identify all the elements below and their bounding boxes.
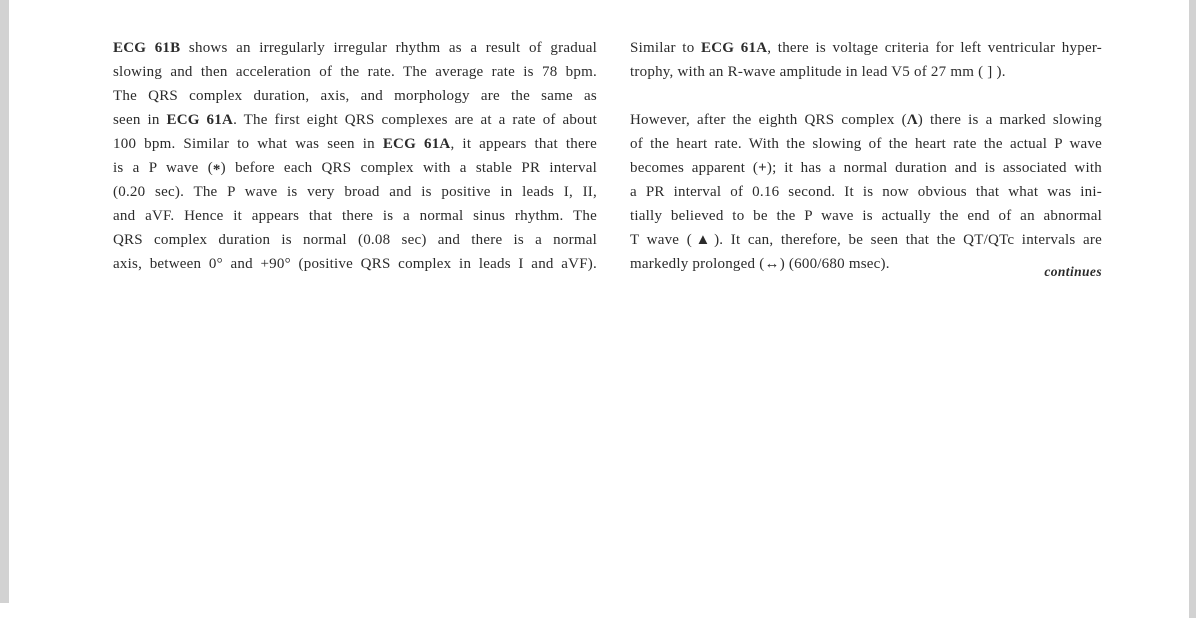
text-line — [113, 228, 597, 252]
text-segment: QRS complex duration is normal (0.08 sec) and there is a normal — [113, 232, 597, 248]
text-segment: trophy, with an R-wave amplitude in lead V5 of 27 mm ( ] ). — [630, 64, 1006, 80]
right-column — [630, 36, 1102, 300]
text-segment: ECG 61B — [113, 40, 181, 56]
text-segment: However, after the eighth QRS complex ( — [630, 112, 907, 128]
text-line — [113, 36, 597, 60]
text-line — [630, 228, 1102, 252]
text-segment: . The first eight QRS complexes are at a rate of about — [233, 112, 597, 128]
text-line — [113, 132, 597, 156]
text-segment: The QRS complex duration, axis, and morphology are the same as — [113, 88, 597, 104]
text-segment: ) there is a marked slowing — [917, 112, 1102, 128]
text-line — [113, 204, 597, 228]
text-line — [113, 108, 597, 132]
text-segment: ▲ — [691, 232, 715, 248]
text-line — [113, 156, 597, 180]
text-segment: , there is voltage criteria for left ventricular hyper- — [767, 40, 1102, 56]
text-segment: of the heart rate. With the slowing of the heart rate the actual P wave — [630, 136, 1102, 152]
text-line — [630, 204, 1102, 228]
text-segment: and aVF. Hence it appears that there is a normal sinus rhythm. The — [113, 208, 597, 224]
text-segment: tially believed to be the P wave is actually the end of an abnormal — [630, 208, 1102, 224]
page-scan-edge-right — [1189, 0, 1196, 618]
text-segment: ); it has a normal duration and is associated with — [766, 160, 1102, 176]
text-segment: Λ — [906, 112, 918, 128]
text-segment: ECG 61A — [701, 40, 768, 56]
text-segment: T wave ( — [630, 232, 692, 248]
text-line — [113, 84, 597, 108]
text-segment: axis, between 0° and +90° (positive QRS complex in leads I and aVF). — [113, 256, 597, 272]
text-line — [113, 252, 597, 276]
text-segment: ECG 61A — [382, 136, 451, 152]
text-segment: , it appears that there — [450, 136, 597, 152]
text-segment: ECG 61A — [166, 112, 234, 128]
left-column — [113, 36, 597, 276]
text-line — [630, 108, 1102, 132]
text-segment: Similar to — [630, 40, 701, 56]
text-segment: a PR interval of 0.16 second. It is now obvious that what was ini- — [630, 184, 1102, 200]
text-segment: ↔ — [764, 256, 780, 272]
paragraph — [113, 36, 597, 276]
text-segment: * — [212, 161, 221, 178]
paragraph — [630, 108, 1102, 276]
text-line — [630, 60, 1102, 84]
text-segment: becomes apparent ( — [630, 160, 759, 176]
text-line — [113, 60, 597, 84]
text-line — [630, 132, 1102, 156]
text-segment: (0.20 sec). The P wave is very broad and is positive in leads I, II, — [113, 184, 597, 200]
text-line — [630, 252, 1102, 276]
text-segment: ) (600/680 msec). — [779, 256, 890, 272]
text-segment: ). It can, therefore, be seen that the QT/QTc intervals are — [714, 232, 1102, 248]
text-segment: ) before each QRS complex with a stable PR interval — [220, 160, 597, 176]
text-line — [113, 180, 597, 204]
text-line — [630, 156, 1102, 180]
text-segment: + — [758, 160, 767, 176]
page-scan-edge-left — [0, 0, 9, 603]
text-segment: 100 bpm. Similar to what was seen in — [113, 136, 383, 152]
text-segment: shows an irregularly irregular rhythm as a result of gradual — [180, 40, 597, 56]
text-line — [630, 36, 1102, 60]
text-segment: seen in — [113, 112, 167, 128]
text-segment: slowing and then acceleration of the rate. The average rate is 78 bpm. — [113, 64, 597, 80]
paragraph — [630, 36, 1102, 84]
text-line — [630, 180, 1102, 204]
continues-label: continues — [1044, 264, 1102, 279]
text-segment: markedly prolonged ( — [630, 256, 765, 272]
text-segment: is a P wave ( — [113, 160, 213, 176]
